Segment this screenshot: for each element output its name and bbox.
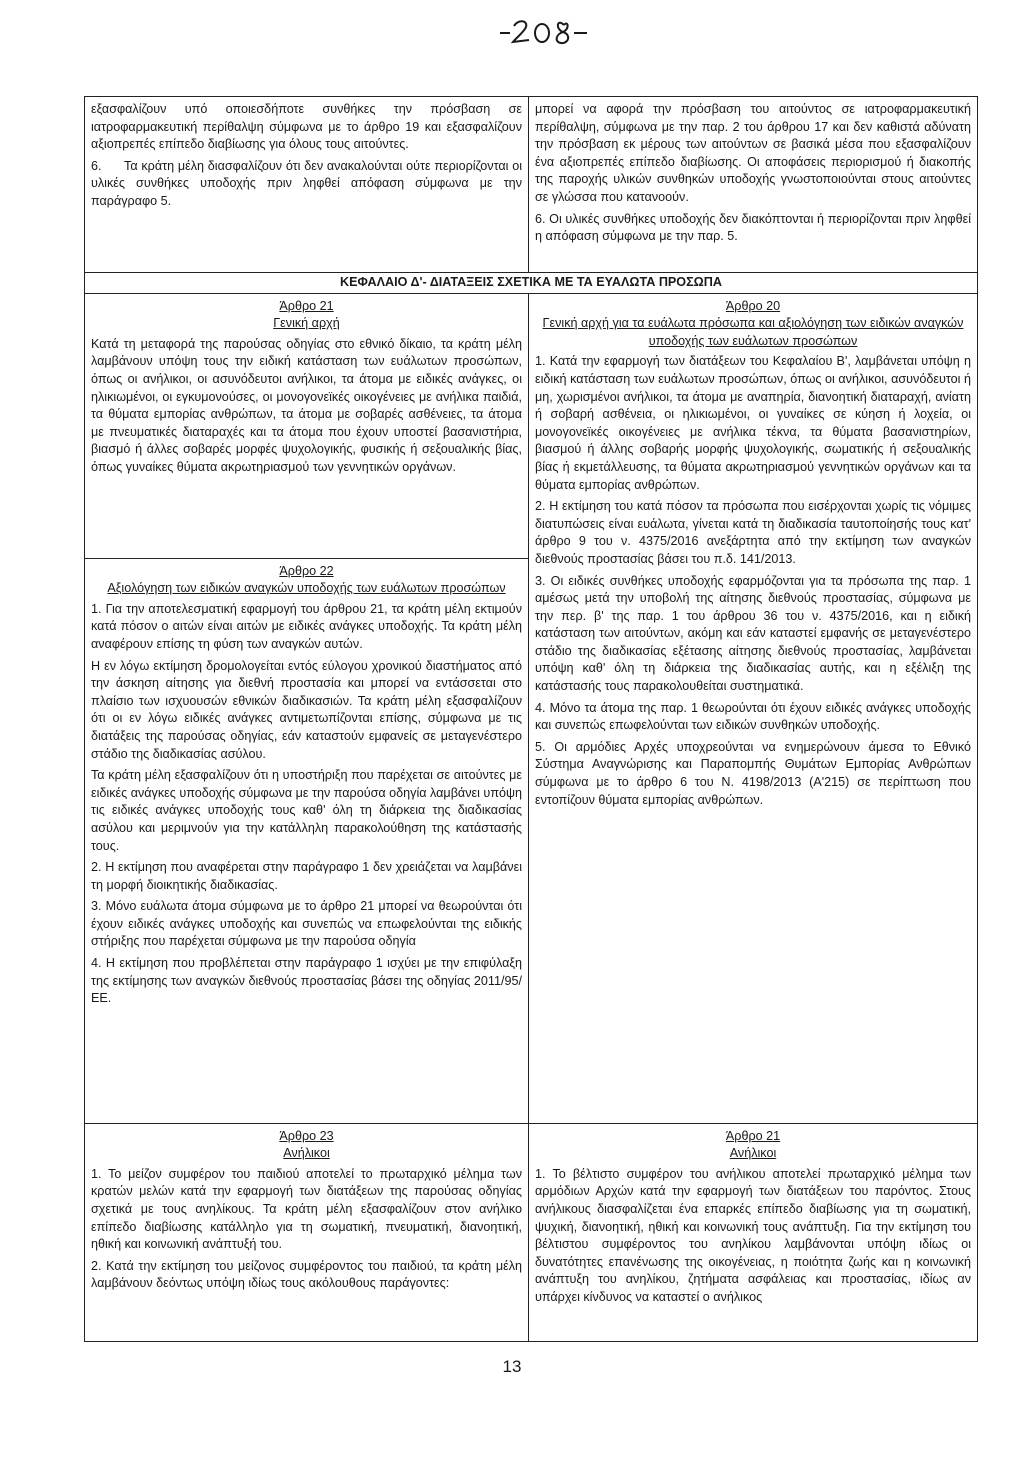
article-heading: Άρθρο 23 <box>279 1128 334 1143</box>
paragraph: 1. Το βέλτιστο συμφέρον του ανήλικου αποτελεί πρωταρχικό μέλημα των αρμόδιων Αρχών κατά την εφαρμογή των διατάξεων του παρόντος. Στους ανήλικους διασφαλίζεται ένα επαρκές επίπεδο διαβίωσης για τη σωματική, ψυχική, διανοητική, ηθική και κοινωνική τους ανάπτυξη. Για την εκτίμηση του βέλτιστου συμφέροντος του ανηλίκου λαμβάνονται υπόψη ιδίως οι δυνατότητες επανένωσης της οικογένειας, η ποιότητα ζωής και η κοινωνική ανάπτυξη του ανηλίκου, ζητήματα ασφάλειας και προστασίας, ιδίως αν υπάρχει κίνδυνος να καταστεί ο ανήλικος <box>535 1166 971 1304</box>
left-cell-continuation <box>85 97 529 273</box>
right-cell-continuation <box>529 97 978 273</box>
article-title: Γενική αρχή για τα ευάλωτα πρόσωπα και αξιολόγηση των ειδικών αναγκών υποδοχής των ευάλωτων προσώπων <box>542 316 964 348</box>
article-title: Ανήλικοι <box>283 1146 330 1161</box>
table-row-continuation <box>85 97 978 273</box>
paragraph: μπορεί να αφορά την πρόσβαση του αιτούντος σε ιατροφαρμακευτική περίθαλψη, σύμφωνα με την παρ. 2 του άρθρου 17 και δεν καθιστά αδύνατη την πρόσβαση εκ μέρους των αιτούντων σε βασικά μέσα που εξασφαλίζουν ένα αξιοπρεπές επίπεδο διαβίωσης. Οι αποφάσεις περιορισμού ή διακοπής της παροχής υλικών συνθηκών υποδοχής γνωστοποιούνται στους αιτούντες σε γλώσσα που κατανοούν. <box>535 102 971 204</box>
paragraph: 2. Η εκτίμηση που αναφέρεται στην παράγραφο 1 δεν χρειάζεται να λαμβάνει τη μορφή διοικητικής διαδικασίας. <box>91 860 522 892</box>
page-number: 13 <box>502 1357 522 1376</box>
article-title: Αξιολόγηση των ειδικών αναγκών υποδοχής των ευάλωτων προσώπων <box>107 581 506 596</box>
article-heading: Άρθρο 22 <box>279 563 334 578</box>
table-row-chapter <box>85 273 978 294</box>
paragraph: 1. Το μείζον συμφέρον του παιδιού αποτελεί το πρωταρχικό μέλημα των κρατών μελών κατά την εφαρμογή των διατάξεων της παρούσας οδηγίας σχετικά με τους ανηλίκους. Τα κράτη μέλη εξασφαλίζουν στον ανήλικο επίπεδο διαβίωσης κατάλληλο για τη σωματική, πνευματική, διανοητική, ηθική και κοινωνική ανάπτυξή του. <box>91 1166 522 1252</box>
handwritten-page-mark <box>498 14 590 48</box>
article-heading: Άρθρο 21 <box>279 298 334 313</box>
paragraph: 2. Κατά την εκτίμηση του μείζονος συμφέροντος του παιδιού, τα κράτη μέλη λαμβάνουν δεόντως υπόψη ιδίως τους ακόλουθους παράγοντες: <box>91 1258 522 1291</box>
paragraph: 4. Μόνο τα άτομα της παρ. 1 θεωρούνται ότι έχουν ειδικές ανάγκες υποδοχής και συνεπώς επωφελούνται των ειδικών συνθηκών υποδοχής. <box>535 700 971 733</box>
paragraph: 5. Οι αρμόδιες Αρχές υποχρεούνται να ενημερώνουν άμεσα το Εθνικό Σύστημα Αναγνώρισης και Παραπομπής Θυμάτων Εμπορίας Ανθρώπων σύμφωνα με το άρθρο 6 του Ν. 4198/2013 (Α'215) σε περίπτωση που εντοπίζουν θύματα εμπορίας ανθρώπων. <box>535 739 971 807</box>
article-heading: Άρθρο 20 <box>725 298 781 313</box>
article-title: Γενική αρχή <box>273 316 340 331</box>
paragraph: Η εν λόγω εκτίμηση δρομολογείται εντός εύλογου χρονικού διαστήματος από την άσκηση αίτησης για διεθνή προστασία και μπορεί να εντάσσεται στο πλαίσιο των ισχυουσών εθνικών διαδικασιών. Τα κράτη μέλη εξασφαλίζουν ότι οι εν λόγω ειδικές ανάγκες αντιμετωπίζονται επίσης, σύμφωνα με τις διατάξεις της παρούσας οδηγίας, εάν καταστούν εμφανείς σε μεταγενέστερο στάδιο της διαδικασίας ασύλου. <box>91 658 522 761</box>
handwritten-208-signature <box>498 14 590 48</box>
left-cell-article-23 <box>85 1123 529 1341</box>
paragraph: εξασφαλίζουν υπό οποιεσδήποτε συνθήκες την πρόσβαση σε ιατροφαρμακευτική περίθαλψη σύμφωνα με το άρθρο 19 και εξασφαλίζουν αξιοπρεπές επίπεδο διαβίωσης για όλους τους αιτούντες. <box>91 102 522 152</box>
paragraph: 3. Μόνο ευάλωτα άτομα σύμφωνα με το άρθρο 21 μπορεί να θεωρούνται ότι έχουν ειδικές ανάγκες υποδοχής και συνεπώς να επωφελούνται της ειδικής στήριξης που παρέχεται σύμφωνα με την παρούσα οδηγία <box>91 899 522 949</box>
chapter-heading: ΚΕΦΑΛΑΙΟ Δ'- ΔΙΑΤΑΞΕΙΣ ΣΧΕΤΙΚΑ ΜΕ ΤΑ ΕΥΑΛΩΤΑ ΠΡΟΣΩΠΑ <box>85 273 978 294</box>
paragraph: Κατά τη μεταφορά της παρούσας οδηγίας στο εθνικό δίκαιο, τα κράτη μέλη λαμβάνουν υπόψη τους την ειδική κατάσταση των ευάλωτων προσώπων, όπως οι ανήλικοι, οι ασυνόδευτοι ανήλικοι, τα άτομα με ειδικές ανάγκες, οι ηλικιωμένοι, οι εγκυμονούσες, οι μονογονεϊκές οικογένειες με ανήλικα παιδιά, τα θύματα εμπορίας ανθρώπων, τα άτομα με σοβαρές ασθένειες, τα άτομα με πνευματικές διαταραχές και τα άτομα που έχουν υποστεί βασανιστήρια, βιασμό ή άλλες σοβαρές μορφές ψυχολογικής, φυσικής ή σεξουαλικής βίας, όπως γυναίκες θύματα ακρωτηριασμού των γεννητικών οργάνων. <box>91 336 522 474</box>
paragraph: 3. Οι ειδικές συνθήκες υποδοχής εφαρμόζονται για τα πρόσωπα της παρ. 1 αμέσως μετά την υποβολή της αίτησης διεθνούς προστασίας, σύμφωνα με την περ. β' της παρ. 1 του άρθρου 36 του ν. 4375/2016, και η ειδική κατάσταση των αιτούντων, ακόμη και εάν καταστεί εμφανής σε μεταγενέστερο στάδιο της διαδικασίας εξέτασης αίτησης διεθνούς προστασίας, λαμβάνεται υπόψη καθ' όλη τη διάρκεια της διαδικασίας αυτής, και η εξέλιξη της κατάστασής τους παρακολουθείται συστηματικά. <box>535 573 971 694</box>
comparison-table <box>84 96 978 1342</box>
paragraph: 1. Κατά την εφαρμογή των διατάξεων του Κεφαλαίου Β', λαμβάνεται υπόψη η ειδική κατάσταση των ευάλωτων προσώπων, όπως οι ανήλικοι, ασυνόδευτοι ή μη, χωρισμένοι ανήλικοι, τα άτομα με αναπηρία, διανοητική διαταραχή, ανίατη ή σοβαρή ασθένεια, οι ηλικιωμένοι, οι γυναίκες σε κύηση ή λοχεία, οι μονογονεϊκές οικογένειες με ανήλικα τέκνα, τα θύματα βασανιστηρίων, βιασμού ή άλλης σοβαρής μορφής ψυχολογικής, σωματικής ή σεξουαλικής βίας ή εκμετάλλευσης, τα θύματα ακρωτηριασμού γεννητικών οργάνων και τα θύματα εμπορίας ανθρώπων. <box>535 354 971 492</box>
paragraph: 4. Η εκτίμηση που προβλέπεται στην παράγραφο 1 ισχύει με την επιφύλαξη της εκτίμησης των αναγκών διεθνούς προστασίας βάσει της οδηγίας 2011/95/ΕΕ. <box>91 956 522 1006</box>
paragraph: 6. Τα κράτη μέλη διασφαλίζουν ότι δεν ανακαλούνται ούτε περιορίζονται οι υλικές συνθήκες υποδοχής πριν ληφθεί απόφαση σύμφωνα με την παράγραφο 5. <box>91 158 522 208</box>
left-cell-article-21 <box>85 293 529 558</box>
article-title: Ανήλικοι <box>729 1146 777 1161</box>
paragraph: 2. Η εκτίμηση του κατά πόσον τα πρόσωπα που εισέρχονται χωρίς τις νόμιμες διατυπώσεις είναι ευάλωτα, γίνεται κατά τη διαδικασία ταυτοποίησής τους κατ' άρθρο 9 του ν. 4375/2016 ανεξάρτητα από την εκτίμηση των αναγκών διεθνούς προστασίας βάσει του π.δ. 141/2013. <box>535 499 971 566</box>
paragraph: Τα κράτη μέλη εξασφαλίζουν ότι η υποστήριξη που παρέχεται σε αιτούντες με ειδικές ανάγκες υποδοχής σύμφωνα με την παρούσα οδηγία λαμβάνει υπόψη τις ειδικές ανάγκες υποδοχής τους καθ' όλη τη διάρκεια της διαδικασίας ασύλου και μεριμνούν για την κατάλληλη παρακολούθηση της κατάστασής τους. <box>91 768 522 853</box>
right-cell-article-21 <box>529 1123 978 1341</box>
table-row-article-23-21 <box>85 1123 978 1341</box>
article-heading: Άρθρο 21 <box>725 1128 781 1143</box>
paragraph: 1. Για την αποτελεσματική εφαρμογή του άρθρου 21, τα κράτη μέλη εκτιμούν κατά πόσον ο αιτών είναι αιτών με ειδικές ανάγκες υποδοχής. Τα κράτη μέλη αναφέρουν επίσης τη φύση των αναγκών αυτών. <box>91 601 522 651</box>
paragraph: 6. Οι υλικές συνθήκες υποδοχής δεν διακόπτονται ή περιορίζονται πριν ληφθεί η απόφαση σύμφωνα με την παρ. 5. <box>535 211 971 244</box>
right-cell-article-20 <box>529 293 978 1123</box>
table-row-article-21-20 <box>85 293 978 558</box>
left-cell-article-22 <box>85 558 529 1123</box>
